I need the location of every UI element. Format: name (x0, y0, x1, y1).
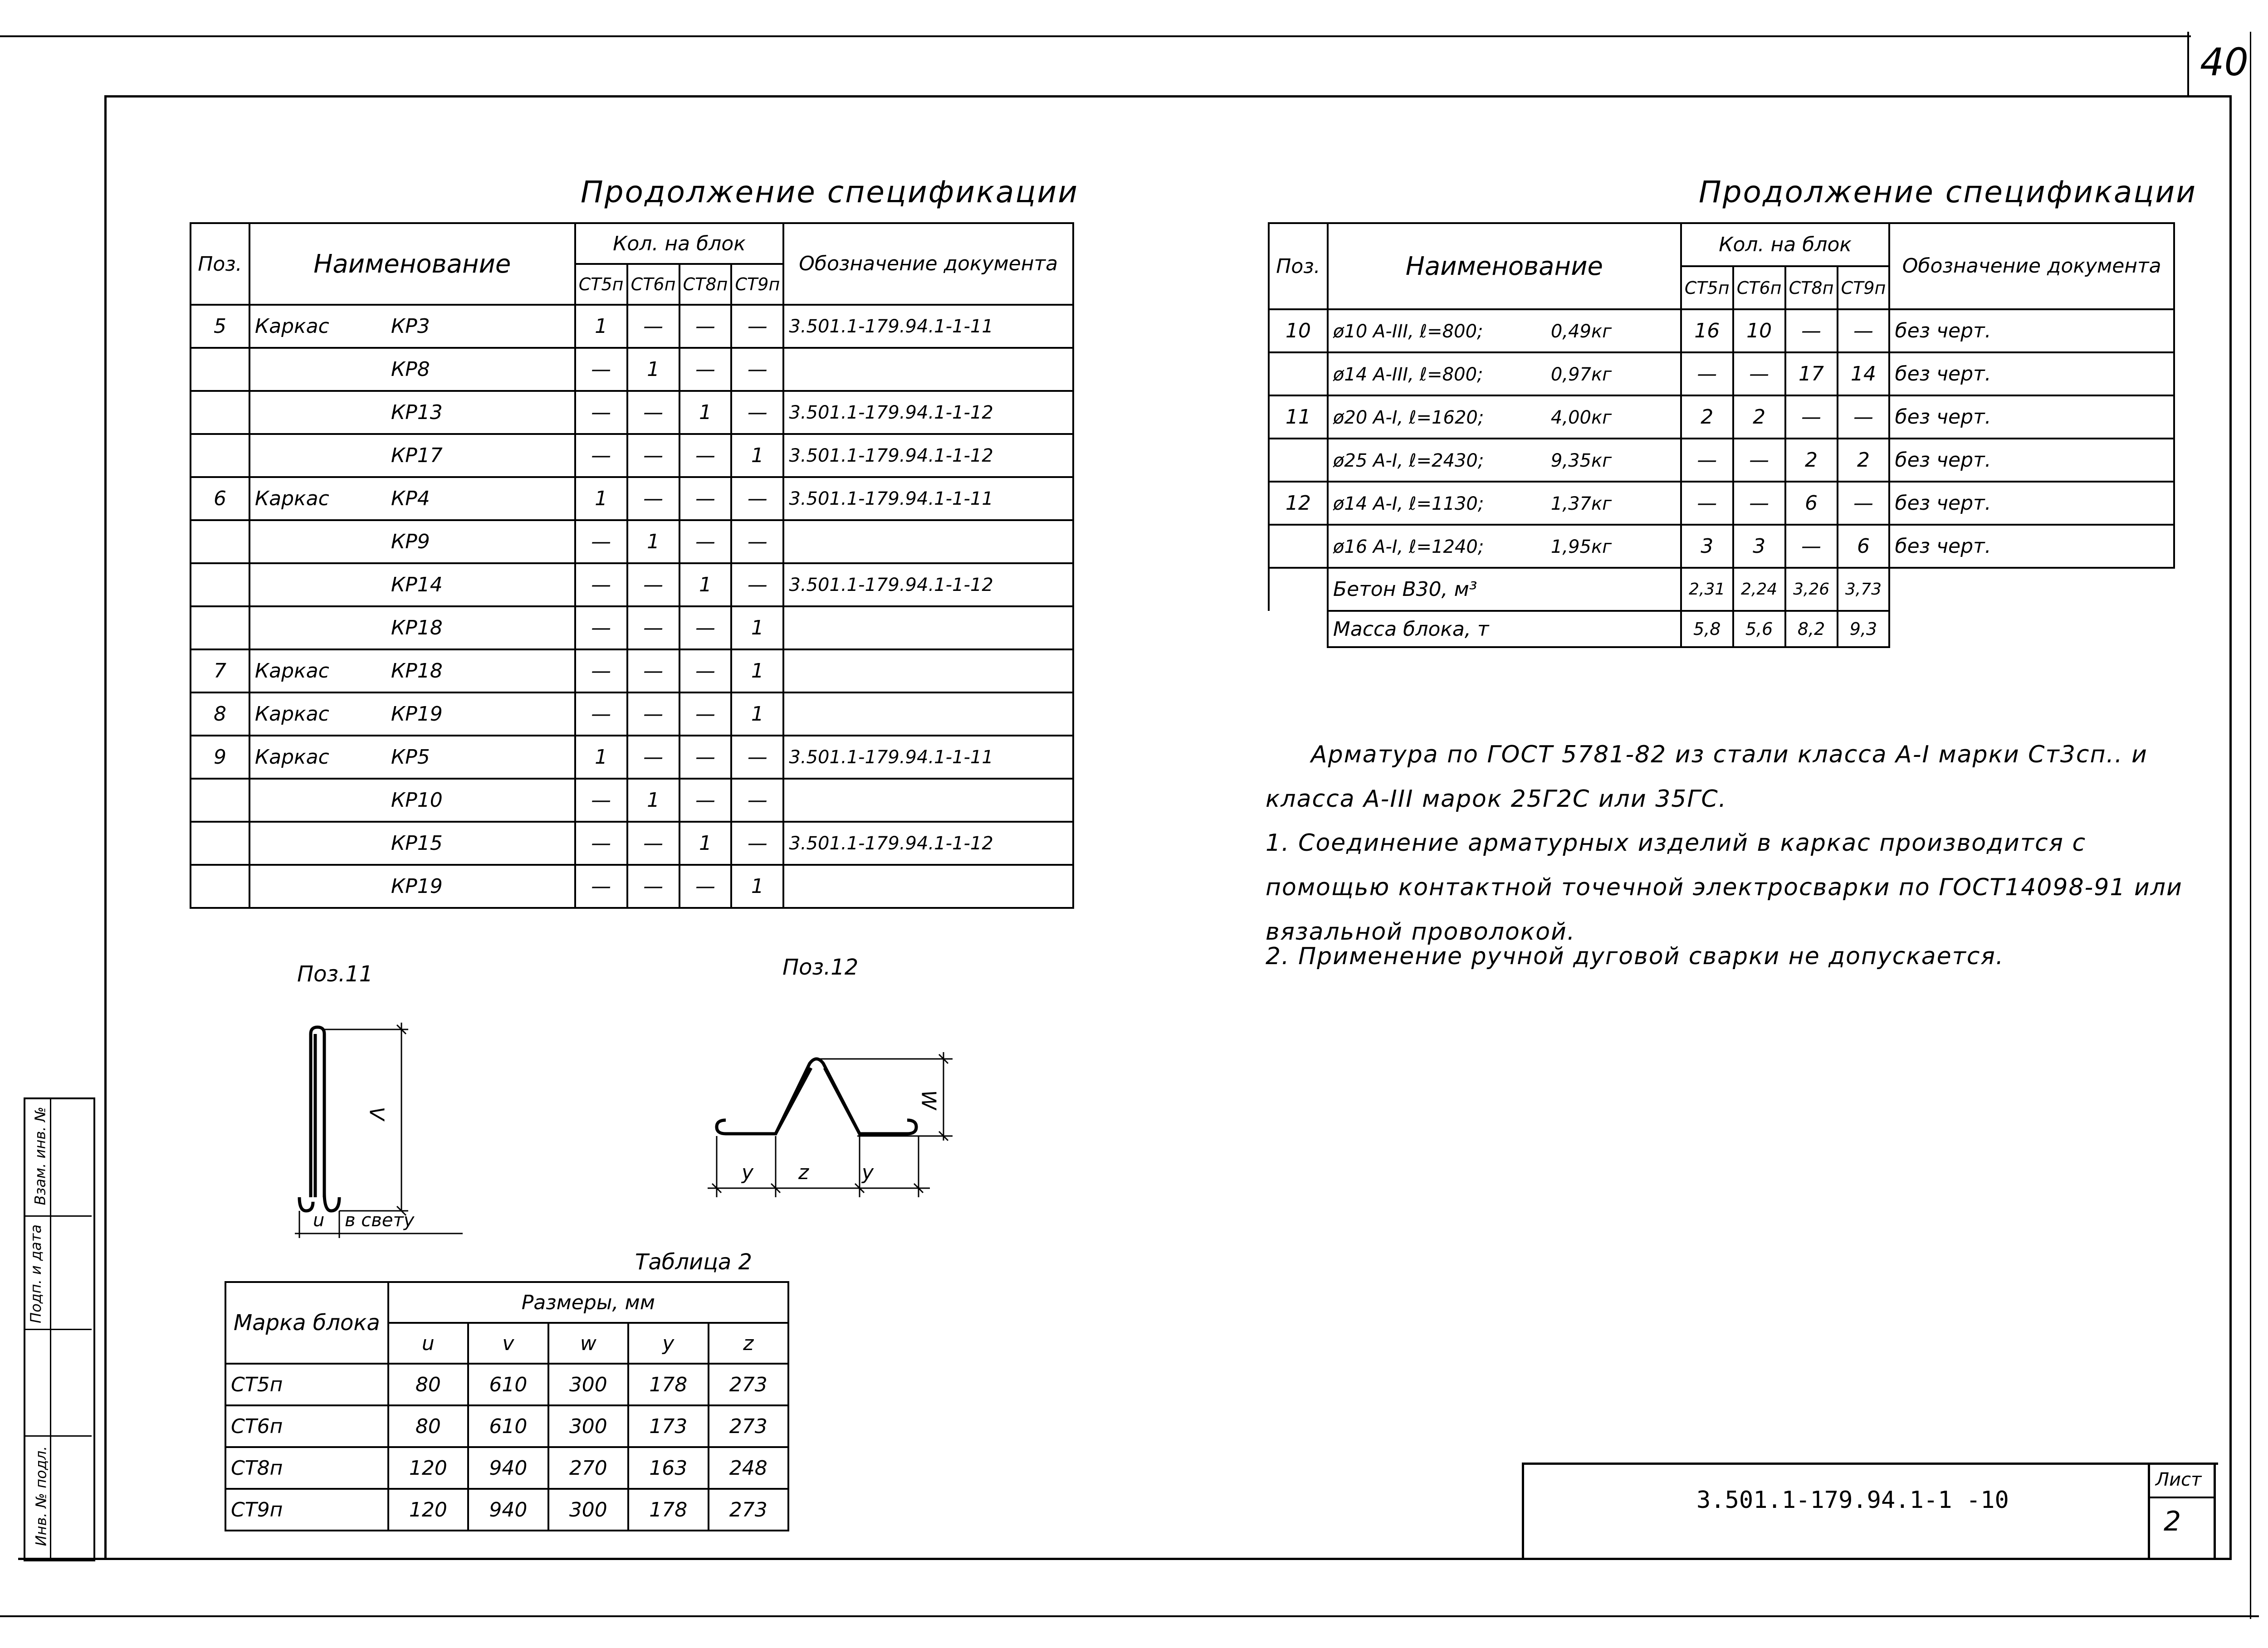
concrete-name: Бетон В30, м³ (1328, 568, 1681, 611)
row-name (249, 520, 575, 563)
row-name (249, 563, 575, 606)
row-mass: 4,00кг (1550, 407, 1612, 428)
fig12-dim-w: W (917, 1090, 940, 1110)
fig12-label: Поз.12 (782, 955, 859, 980)
row-pos (191, 391, 249, 434)
row-qty: — (627, 305, 679, 348)
row-qty: — (575, 606, 627, 649)
right-spec-table (1268, 222, 2175, 648)
block-mass-name: Масса блока, т (1328, 611, 1681, 647)
row-qty: — (731, 563, 783, 606)
concrete-q-st6: 2,24 (1733, 568, 1785, 611)
row-doc (783, 348, 1073, 391)
row-pos (191, 434, 249, 477)
table-row (191, 305, 1073, 348)
table2-value: 940 (468, 1489, 548, 1531)
row-doc: 3.501.1-179.94.1-1-11 (783, 736, 1073, 779)
top-edge-line (0, 35, 2191, 37)
row-qty: — (627, 563, 679, 606)
note-reinforcement: Арматура по ГОСТ 5781-82 из стали класса А-I марки Ст3сп.. и класса А-III марок 25Г2С или 35ГС. (1266, 741, 2148, 813)
row-name (249, 348, 575, 391)
fig11-clear-label: в свету (345, 1210, 415, 1231)
table2-value: 120 (388, 1447, 468, 1489)
row-doc: без черт. (1889, 439, 2174, 482)
table2-value: 610 (468, 1364, 548, 1405)
left-col-st8: СТ8п (679, 264, 732, 305)
row-name (249, 391, 575, 434)
row-qty: 1 (627, 520, 679, 563)
table-row (225, 1489, 788, 1531)
row-qty: — (679, 649, 732, 692)
right-edge-line (2250, 32, 2251, 1619)
row-qty: — (679, 736, 732, 779)
table2-value: 163 (628, 1447, 708, 1489)
row-qty: — (1785, 525, 1838, 568)
table2-mark: СТ6п (225, 1405, 388, 1447)
row-doc: 3.501.1-179.94.1-1-12 (783, 434, 1073, 477)
table2-value: 120 (388, 1489, 468, 1531)
row-name-text: ø10 А-III, ℓ=800; (1333, 321, 1483, 342)
row-qty: — (1838, 309, 1890, 352)
table-row (191, 649, 1073, 692)
table-row (1269, 352, 2174, 395)
row-qty: — (1733, 482, 1785, 525)
row-qty: 1 (679, 822, 732, 865)
row-qty: 3 (1681, 525, 1733, 568)
row-mass: 0,97кг (1550, 364, 1612, 385)
row-qty: — (575, 779, 627, 822)
table2-value: 173 (628, 1405, 708, 1447)
row-qty: — (575, 520, 627, 563)
mass-q-st8: 8,2 (1785, 611, 1838, 647)
row-qty: — (679, 348, 732, 391)
row-qty: — (1785, 309, 1838, 352)
table2-value: 178 (628, 1364, 708, 1405)
row-qty: 17 (1785, 352, 1838, 395)
row-pos: 8 (191, 692, 249, 736)
row-qty: — (731, 391, 783, 434)
row-qty: — (731, 736, 783, 779)
table2-head-dims: Размеры, мм (388, 1282, 788, 1323)
row-qty: — (1681, 439, 1733, 482)
row-pos (191, 606, 249, 649)
row-doc: без черт. (1889, 525, 2174, 568)
row-doc: 3.501.1-179.94.1-1-11 (783, 477, 1073, 520)
row-mark: КР4 (391, 487, 430, 510)
table-row (225, 1447, 788, 1489)
table2-value: 273 (709, 1489, 788, 1531)
right-header-name: Наименование (1328, 223, 1681, 309)
mass-q-st5: 5,8 (1681, 611, 1733, 647)
fig12-dim-y1: y (742, 1161, 754, 1184)
row-qty: 1 (731, 865, 783, 908)
table2-col-head: u (388, 1323, 468, 1364)
table2-col-head: w (548, 1323, 628, 1364)
concrete-q-st9: 3,73 (1838, 568, 1890, 611)
stamp-sheet-divider-h (2148, 1497, 2216, 1498)
concrete-q-st5: 2,31 (1681, 568, 1733, 611)
row-pos (191, 822, 249, 865)
frame-top (104, 95, 2232, 98)
bottom-edge-line (0, 1615, 2259, 1617)
row-qty: — (1838, 395, 1890, 439)
right-col-st8: СТ8п (1785, 266, 1838, 309)
row-name-text: ø16 А-I, ℓ=1240; (1333, 536, 1484, 557)
row-doc: 3.501.1-179.94.1-1-11 (783, 305, 1073, 348)
row-pos (191, 865, 249, 908)
fig11-dim-u: u (313, 1210, 325, 1231)
row-qty: — (627, 822, 679, 865)
row-name (249, 649, 575, 692)
row-qty: 1 (575, 305, 627, 348)
table2-value: 80 (388, 1364, 468, 1405)
note-1: 1. Соединение арматурных изделий в каркас производится с помощью контактной точечной электросварки по ГОСТ14098-91 или вязальной проволокой. (1266, 829, 2183, 946)
table2 (225, 1281, 789, 1531)
table2-value: 300 (548, 1489, 628, 1531)
table-row (191, 606, 1073, 649)
row-qty: — (1838, 482, 1890, 525)
row-doc: без черт. (1889, 482, 2174, 525)
table-row (191, 348, 1073, 391)
table-row (1269, 309, 2174, 352)
row-qty: — (1681, 352, 1733, 395)
row-mass: 1,95кг (1550, 536, 1612, 557)
row-qty: 1 (731, 606, 783, 649)
table-row (191, 434, 1073, 477)
row-qty: — (679, 305, 732, 348)
row-pos: 7 (191, 649, 249, 692)
row-mark: КР13 (391, 401, 443, 424)
table2-value: 610 (468, 1405, 548, 1447)
right-header-doc: Обозначение документа (1889, 223, 2174, 309)
table2-col-head: v (468, 1323, 548, 1364)
row-pos (1269, 352, 1328, 395)
row-mark: КР15 (391, 832, 443, 855)
row-qty: 1 (575, 736, 627, 779)
table-row (191, 865, 1073, 908)
row-qty: — (731, 822, 783, 865)
row-qty: — (575, 865, 627, 908)
left-header-pos: Поз. (191, 223, 249, 305)
corner-box-left (2187, 32, 2189, 98)
row-name-text: Каркас (254, 487, 329, 510)
row-qty: 16 (1681, 309, 1733, 352)
left-spec-title: Продолжение спецификации (581, 175, 1079, 210)
table-row (225, 1405, 788, 1447)
row-qty: 1 (731, 434, 783, 477)
left-header-doc: Обозначение документа (783, 223, 1073, 305)
row-qty: 1 (627, 779, 679, 822)
table2-mark: СТ5п (225, 1364, 388, 1405)
row-qty: — (679, 434, 732, 477)
row-qty: 10 (1733, 309, 1785, 352)
row-qty: 1 (731, 649, 783, 692)
fig11-label: Поз.11 (297, 961, 373, 987)
row-qty: 1 (627, 348, 679, 391)
table2-value: 940 (468, 1447, 548, 1489)
right-header-qty: Кол. на блок (1681, 223, 1890, 266)
left-col-st5: СТ5п (575, 264, 627, 305)
row-pos: 12 (1269, 482, 1328, 525)
row-doc: 3.501.1-179.94.1-1-12 (783, 391, 1073, 434)
right-spec-title: Продолжение спецификации (1699, 175, 2197, 210)
side-stamp-divider-2 (24, 1329, 92, 1330)
row-qty: — (575, 348, 627, 391)
row-qty: — (627, 736, 679, 779)
row-qty: — (627, 649, 679, 692)
stamp-right-edge (2214, 1463, 2216, 1558)
row-qty: — (679, 865, 732, 908)
row-name (249, 779, 575, 822)
row-pos: 5 (191, 305, 249, 348)
table-row (191, 391, 1073, 434)
table2-value: 248 (709, 1447, 788, 1489)
mass-q-st9: 9,3 (1838, 611, 1890, 647)
row-name (1328, 439, 1681, 482)
row-qty: 2 (1838, 439, 1890, 482)
table2-value: 300 (548, 1405, 628, 1447)
table-row (191, 520, 1073, 563)
row-qty: — (679, 606, 732, 649)
row-qty: — (575, 822, 627, 865)
mass-q-st6: 5,6 (1733, 611, 1785, 647)
right-header-pos: Поз. (1269, 223, 1328, 309)
table-row (225, 1364, 788, 1405)
row-name (249, 606, 575, 649)
table-row (191, 692, 1073, 736)
row-name (1328, 352, 1681, 395)
frame-right (2229, 95, 2232, 1560)
row-mark: КР8 (391, 358, 430, 381)
row-mark: КР19 (391, 702, 443, 726)
side-stamp-divider-v (50, 1097, 51, 1558)
table2-value: 273 (709, 1405, 788, 1447)
row-doc (783, 606, 1073, 649)
stamp-sheet-label: Лист (2156, 1469, 2202, 1490)
row-qty: 14 (1838, 352, 1890, 395)
row-name (1328, 309, 1681, 352)
row-qty: — (627, 606, 679, 649)
row-qty: 3 (1733, 525, 1785, 568)
row-doc (783, 779, 1073, 822)
row-qty: — (679, 692, 732, 736)
row-doc (783, 649, 1073, 692)
row-pos (1269, 525, 1328, 568)
row-name (249, 822, 575, 865)
row-mark: КР18 (391, 616, 443, 639)
row-name (249, 692, 575, 736)
row-qty: — (1681, 482, 1733, 525)
row-pos: 6 (191, 477, 249, 520)
left-header-qty: Кол. на блок (575, 223, 784, 264)
concrete-q-st8: 3,26 (1785, 568, 1838, 611)
row-pos: 10 (1269, 309, 1328, 352)
row-qty: — (575, 563, 627, 606)
row-qty: — (627, 434, 679, 477)
table2-mark: СТ9п (225, 1489, 388, 1531)
row-qty: — (731, 520, 783, 563)
left-header-name: Наименование (249, 223, 575, 305)
table2-value: 178 (628, 1489, 708, 1531)
row-doc (783, 520, 1073, 563)
sheet-corner-number: 40 (2200, 40, 2248, 84)
note-2: 2. Применение ручной дуговой сварки не допускается. (1266, 943, 2004, 970)
row-name-text: Каркас (254, 315, 329, 338)
row-mark: КР3 (391, 315, 430, 338)
side-stamp-sign-date: Подп. и дата (27, 1224, 44, 1323)
table2-value: 80 (388, 1405, 468, 1447)
row-qty: — (575, 649, 627, 692)
row-qty: — (679, 477, 732, 520)
row-name-text: ø20 А-I, ℓ=1620; (1333, 407, 1484, 428)
row-qty: 2 (1681, 395, 1733, 439)
row-qty: 1 (679, 391, 732, 434)
row-pos (191, 520, 249, 563)
row-qty: 1 (679, 563, 732, 606)
row-pos: 9 (191, 736, 249, 779)
row-mass: 1,37кг (1550, 493, 1612, 514)
row-name (1328, 482, 1681, 525)
table-row (1269, 395, 2174, 439)
row-mark: КР10 (391, 789, 443, 812)
fig12-drawing (708, 1043, 962, 1215)
row-name-text: ø25 А-I, ℓ=2430; (1333, 450, 1484, 471)
row-mark: КР9 (391, 530, 430, 553)
table-row (191, 563, 1073, 606)
fig12-dim-y2: y (862, 1161, 874, 1184)
row-name (249, 865, 575, 908)
table-row (1269, 439, 2174, 482)
table2-mark: СТ8п (225, 1447, 388, 1489)
row-mark: КР5 (391, 746, 430, 769)
row-mass: 9,35кг (1550, 450, 1612, 471)
left-spec-table (190, 222, 1074, 909)
row-pos: 11 (1269, 395, 1328, 439)
row-name (249, 736, 575, 779)
row-pos (1269, 439, 1328, 482)
row-doc: 3.501.1-179.94.1-1-12 (783, 563, 1073, 606)
row-doc (783, 865, 1073, 908)
table-row (191, 477, 1073, 520)
row-qty: — (575, 391, 627, 434)
table-row (1269, 482, 2174, 525)
table2-value: 270 (548, 1447, 628, 1489)
row-qty: — (1733, 352, 1785, 395)
row-qty: — (1733, 439, 1785, 482)
row-pos (191, 348, 249, 391)
row-name-text: Каркас (254, 702, 329, 726)
row-doc (783, 692, 1073, 736)
row-qty: 1 (575, 477, 627, 520)
row-name-text: ø14 А-III, ℓ=800; (1333, 364, 1483, 385)
row-mark: КР17 (391, 444, 443, 467)
left-col-st9: СТ9п (731, 264, 783, 305)
row-doc: без черт. (1889, 352, 2174, 395)
row-qty: — (731, 779, 783, 822)
row-doc: без черт. (1889, 309, 2174, 352)
side-stamp-divider-1 (24, 1215, 92, 1217)
stamp-sheet-number: 2 (2164, 1506, 2181, 1537)
frame-left (104, 95, 107, 1560)
row-pos (191, 563, 249, 606)
row-mass: 0,49кг (1550, 321, 1612, 342)
table-row (191, 779, 1073, 822)
row-qty: — (627, 391, 679, 434)
table-row (191, 736, 1073, 779)
stamp-document-code: 3.501.1-179.94.1-1 -10 (1696, 1487, 2009, 1514)
row-name-text: Каркас (254, 746, 329, 769)
side-stamp-replace-inv: Взам. инв. № (31, 1107, 49, 1205)
row-qty: — (1785, 395, 1838, 439)
row-qty: — (575, 692, 627, 736)
row-qty: 2 (1785, 439, 1838, 482)
row-name (249, 434, 575, 477)
row-qty: 1 (731, 692, 783, 736)
table2-col-head: z (709, 1323, 788, 1364)
table-row (191, 822, 1073, 865)
left-col-st6: СТ6п (627, 264, 679, 305)
side-stamp-inv-orig: Инв. № подл. (32, 1446, 50, 1546)
row-qty: — (627, 477, 679, 520)
row-name-text: ø14 А-I, ℓ=1130; (1333, 493, 1484, 514)
table2-col-head: y (628, 1323, 708, 1364)
fig11-dim-v: V (365, 1107, 388, 1121)
row-qty: 6 (1785, 482, 1838, 525)
row-qty: — (627, 865, 679, 908)
table2-title: Таблица 2 (635, 1249, 753, 1275)
row-name (1328, 395, 1681, 439)
row-mark: КР18 (391, 659, 443, 683)
row-name (249, 305, 575, 348)
row-name-text: Каркас (254, 659, 329, 683)
row-qty: 2 (1733, 395, 1785, 439)
table2-value: 273 (709, 1364, 788, 1405)
row-qty: — (731, 348, 783, 391)
row-doc: без черт. (1889, 395, 2174, 439)
row-name (1328, 525, 1681, 568)
row-pos (191, 779, 249, 822)
row-qty: — (679, 520, 732, 563)
table2-head-mark: Марка блока (225, 1282, 388, 1364)
table-row (1269, 525, 2174, 568)
right-col-st6: СТ6п (1733, 266, 1785, 309)
row-qty: — (575, 434, 627, 477)
row-qty: — (679, 779, 732, 822)
side-stamp-divider-3 (24, 1435, 92, 1437)
row-qty: — (627, 692, 679, 736)
row-name (249, 477, 575, 520)
right-col-st9: СТ9п (1838, 266, 1890, 309)
row-qty: — (731, 477, 783, 520)
row-mark: КР14 (391, 573, 443, 596)
row-doc: 3.501.1-179.94.1-1-12 (783, 822, 1073, 865)
row-mark: КР19 (391, 875, 443, 898)
fig12-dim-z: z (798, 1161, 809, 1184)
stamp-sheet-divider-v (2148, 1463, 2150, 1558)
row-qty: 6 (1838, 525, 1890, 568)
table2-value: 300 (548, 1364, 628, 1405)
right-col-st5: СТ5п (1681, 266, 1733, 309)
row-qty: — (731, 305, 783, 348)
